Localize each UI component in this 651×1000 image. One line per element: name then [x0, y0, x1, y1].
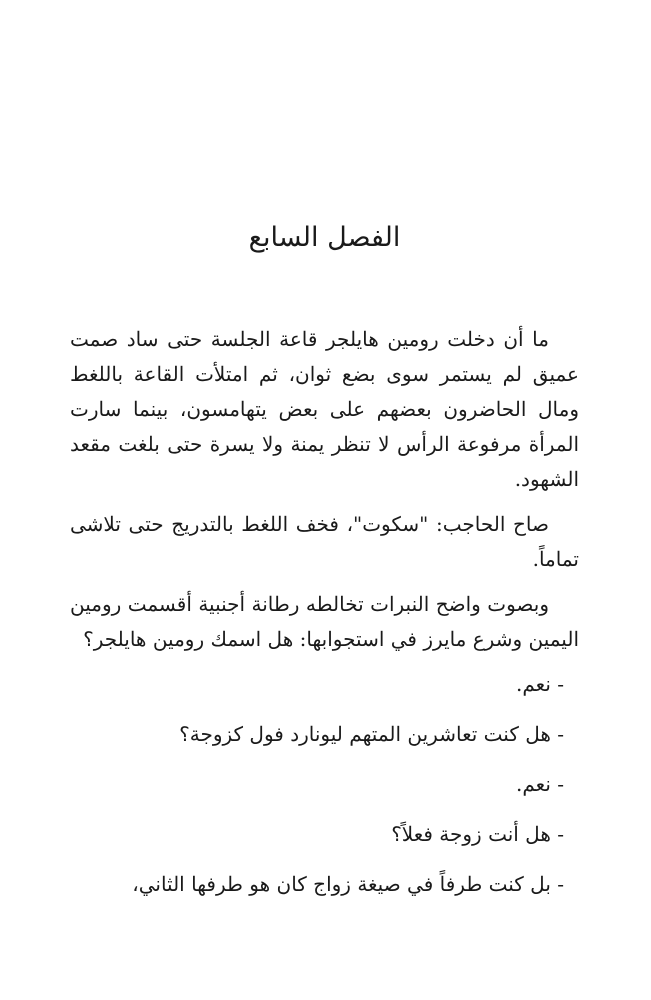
paragraph: ما أن دخلت رومين هايلجر قاعة الجلسة حتى ساد صمت عميق لم يستمر سوى بضع ثوان، ثم امتلأت القاعة باللغط ومال الحاضرون بعضهم على بعض يتهامسون، بينما سارت المرأة مرفوعة الرأس لا تنظر يمنة ولا يسرة حتى بلغت مقعد الشهود.	[70, 327, 579, 491]
dialogue-line: - هل كنت تعاشرين المتهم ليونارد فول كزوجة؟	[179, 722, 564, 746]
chapter-title: الفصل السابع	[248, 222, 401, 253]
book-page	[70, 0, 579, 1000]
dialogue-line: - نعم.	[516, 772, 564, 796]
dialogue-line: - بل كنت طرفاً في صيغة زواج كان هو طرفها الثاني،	[132, 872, 564, 896]
paragraph: صاح الحاجب: "سكوت"، فخف اللغط بالتدريج حتى تلاشى تماماً.	[70, 512, 579, 571]
dialogue-line: - نعم.	[516, 672, 564, 696]
dialogue-line: - هل أنت زوجة فعلاً؟	[391, 822, 564, 846]
paragraph: وبصوت واضح النبرات تخالطه رطانة أجنبية أقسمت رومين اليمين وشرع مايرز في استجوابها: هل اسمك رومين هايلجر؟	[70, 592, 579, 651]
chapter-body	[70, 322, 579, 917]
